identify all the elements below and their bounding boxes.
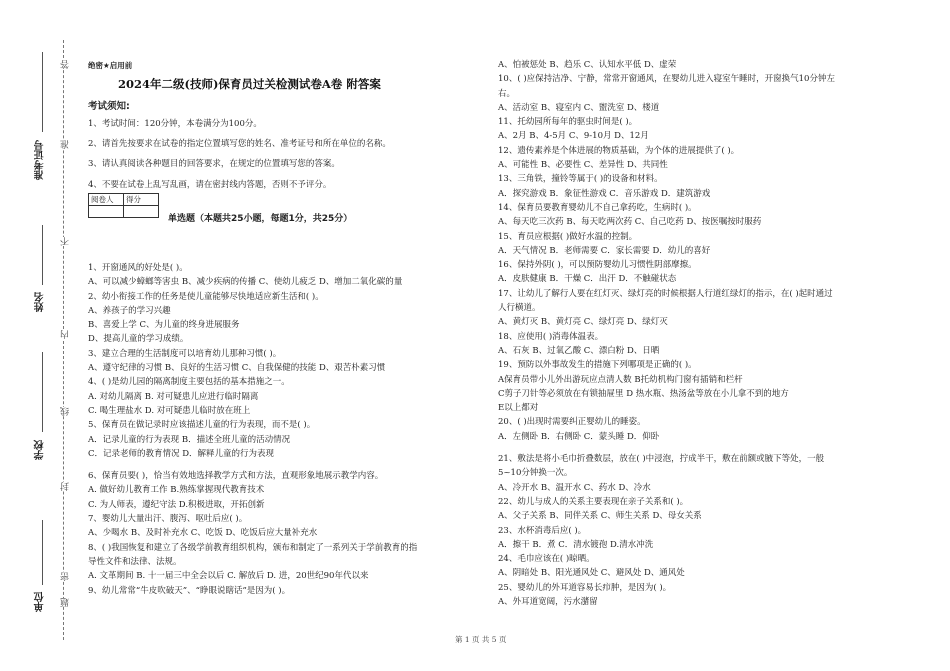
question-line: 1、开窗通风的好处是( )。 [88,263,188,273]
right-question-column [498,58,835,609]
seal-char: 密 [61,572,71,581]
question-line: A、石灰 B、过氧乙酸 C、漂白粉 D、日晒 [498,345,660,356]
question-line: A、活动室 B、寝室内 C、盥洗室 D、楼道 [498,102,660,113]
spacer [498,444,835,452]
seal-char: 不 [61,237,71,246]
reviewer-header: 阅卷人 [89,194,124,206]
question-line: 12、遗传素养是个体进展的物质基础，为个体的进展提供了( )。 [498,145,740,156]
question-line: D、提高儿童的学习成绩。 [88,334,189,345]
question-line: A、父子关系 B、同伴关系 C、师生关系 D、母女关系 [498,511,702,522]
question-line: C. 喝生理盐水 D. 对可疑患儿临时放在班上 [88,405,251,416]
seal-char: 线 [61,407,71,416]
question-line: A、少喝水 B、及时补充水 C、吃饭 D、吃饭后应大量补充水 [88,528,318,539]
question-line: 4、( )是幼儿园的隔离制度主要包括的基本措施之一。 [88,377,290,388]
score-cell[interactable] [124,206,159,218]
binding-sidebar [0,0,86,671]
question-line: 19、预防以外事故发生的措施下列哪项是正确的( )。 [498,360,697,371]
question-line: A、冷开水 B、温开水 C、药水 D、冷水 [498,482,651,493]
question-line: A、可能性 B、必要性 C、差异性 D、共同性 [498,160,668,171]
seal-dashed-line [63,40,64,640]
question-line: 20、( )出现时需要纠正婴幼儿的睡姿。 [498,417,646,428]
question-line: 5、保育员在做记录时应该描述儿童的行为表现，而不是( )。 [88,420,316,431]
question-line: 21、敷法是将小毛巾折叠数层，放在( )中浸泡，拧成半干，敷在前额或腋下等处，一般 [498,454,825,465]
question-line: A. 对幼儿隔离 B. 对可疑患儿应进行临时隔离 [88,391,259,402]
exam-id-underline [42,52,43,132]
reviewer-cell[interactable] [89,206,124,218]
question-line: A．天气情况 B．老师需要 C．家长需要 D．幼儿的喜好 [498,245,711,256]
question-line: A. 做好幼儿教育工作 B.熟练掌握现代教育技术 [88,485,265,496]
notice-item: 1、考试时间：120分钟，本卷满分为100分。 [88,119,262,129]
question-line: 2、幼小衔接工作的任务是使儿童能够尽快地适应新生活和( )。 [88,291,324,302]
question-line: 14、保育员要教育婴幼儿不自己拿药吃，生病时( )。 [498,202,697,213]
score-header: 得分 [124,194,159,206]
question-line: 18、应使用( )消毒体温表。 [498,331,604,342]
page-title: 2024年二级(技师)保育员过关检测试卷A卷 附答案 [118,77,381,91]
question-line: A．左侧卧 B．右侧卧 C．蒙头睡 D．仰卧 [498,431,660,442]
question-line: C. 为人师表，遵纪守法 D.积极进取，开拓创新 [88,499,265,510]
seal-char: 内 [61,330,71,339]
question-line: A．擦干 B．煮 C．清水镀孢 D.清水冲洗 [498,539,654,550]
question-line: C剪子刀针等必须放在有锁抽屉里 D 热水瓶、热汤盆等放在小儿拿不到的地方 [498,388,789,399]
page-number: 第 1 页 共 5 页 [455,635,507,644]
question-line: B、喜爱上学 C、为儿童的终身进展服务 [88,320,240,331]
question-line: A．皮肤健康 B．干燥 C．出汗 D．不触碰状态 [498,274,677,285]
unit-label: 单位 [35,592,46,612]
question-line: 9、幼儿常常“牛皮吹破天”、“睁眼说瞎话”是因为( )。 [88,585,291,596]
question-line: 6、保育员要( )，恰当有效地选择教学方式和方法，直观形象地展示教学内容。 [88,471,384,482]
question-line: 13、三角铁，撞铃等属于( )的设备和材料。 [498,174,663,185]
question-line: 22、幼儿与成人的关系主要表现在亲子关系和( )。 [498,496,689,507]
question-line: A、2月 B、4-5月 C、9-10月 D、12月 [498,131,649,142]
seal-char: 答 [61,60,71,69]
question-line: 16、保持外阴( )，可以预防婴幼儿习惯性阴部摩擦。 [498,260,697,271]
school-label: 学校 [35,440,46,460]
question-line: 人行横道。 [498,303,541,314]
question-line: 11、托幼园所每年的驱虫时间是( )。 [498,117,638,128]
left-question-column [88,261,417,598]
spacer [88,461,417,469]
question-line: E以上都对 [498,403,539,414]
question-line: 右。 [498,88,516,99]
question-line: 24、毛巾应该在( )晾晒。 [498,554,595,565]
question-line: C．记录老师的教育情况 D．解释儿童的行为表现 [88,448,275,459]
seal-char: 题 [61,598,71,607]
question-line: A、每天吃三次药 B、每天吃两次药 C、自己吃药 D、按医嘱按时服药 [498,217,762,228]
question-line: 7、婴幼儿大量出汗、腹泻、呕吐后应( )。 [88,514,248,525]
confidential-mark: 绝密★启用前 [88,61,133,70]
question-line: A、遵守纪律的习惯 B、良好的生活习惯 C、自我保健的技能 D、艰苦朴素习惯 [88,363,386,374]
question-line: A、可以减少蟑螂等害虫 B、减少疾病的传播 C、使幼儿疲乏 D、增加二氧化碳的量 [88,277,403,288]
score-table [88,193,159,218]
question-line: 10、( )应保持洁净、宁静，常常开窗通风，在婴幼儿进入寝室午睡时，开窗换气10分钟左 [498,74,835,85]
question-line: A、养孩子的学习兴趣 [88,305,171,316]
name-label: 姓名 [35,292,46,312]
question-line: A．探究游戏 B．象征性游戏 C．音乐游戏 D．建筑游戏 [498,188,711,199]
question-line: A保育员带小儿外出游玩应点清人数 B托幼机构门窗有插销和栏杆 [498,374,743,385]
question-line: 17、让幼儿了解行人要在红灯灭、绿灯亮的时候根据人行道红绿灯的指示，在( )起时通过 [498,288,833,299]
seal-char: 封 [61,482,71,491]
question-line: 8、( )我国恢复和建立了各级学前教育组织机构，颁布和制定了一系列关于学前教育的指 [88,542,418,553]
exam-id-label: 准考证号 [35,140,46,180]
question-line: 23、水杯消毒后应( )。 [498,525,587,536]
notice-item: 2、请首先按要求在试卷的指定位置填写您的姓名、准考证号和所在单位的名称。 [88,139,391,150]
question-line: 15、育员应根据( )做好水温的控制。 [498,231,638,242]
seal-char: 准 [61,140,71,149]
question-line: A、怕被惩处 B、趋乐 C、认知水平低 D、虚荣 [498,60,677,70]
name-underline [42,225,43,285]
notice-heading: 考试须知: [88,101,130,112]
question-line: A、黄灯灭 B、黄灯亮 C、绿灯亮 D、绿灯灭 [498,317,668,328]
question-line: 25、婴幼儿的外耳道容易长疖肿，是因为( )。 [498,582,672,593]
notice-list [88,114,391,195]
question-line: 3、建立合理的生活制度可以培育幼儿那种习惯( )。 [88,348,282,359]
question-line: 5~10分钟换一次。 [498,468,573,479]
question-line: A．记录儿童的行为表现 B．描述全班儿童的活动情况 [88,434,291,445]
notice-item: 3、请认真阅读各种题目的回答要求，在规定的位置填写您的答案。 [88,159,340,170]
question-line: 导性文件和法律、法规。 [88,556,182,567]
question-line: A、外耳道宽阔，污水潴留 [498,596,598,607]
school-underline [42,352,43,432]
section-heading: 单选题（本题共25小题，每题1分，共25分） [168,214,353,224]
question-line: A. 文革期间 B. 十一届三中全会以后 C. 解放后 D. 进，20世纪90年代以来 [88,571,369,582]
unit-underline [42,520,43,585]
notice-item: 4、不要在试卷上乱写乱画，请在密封线内答题，否则不予评分。 [88,179,332,190]
question-line: A、阴暗处 B、阳光通风处 C、避风处 D、通风处 [498,568,685,579]
